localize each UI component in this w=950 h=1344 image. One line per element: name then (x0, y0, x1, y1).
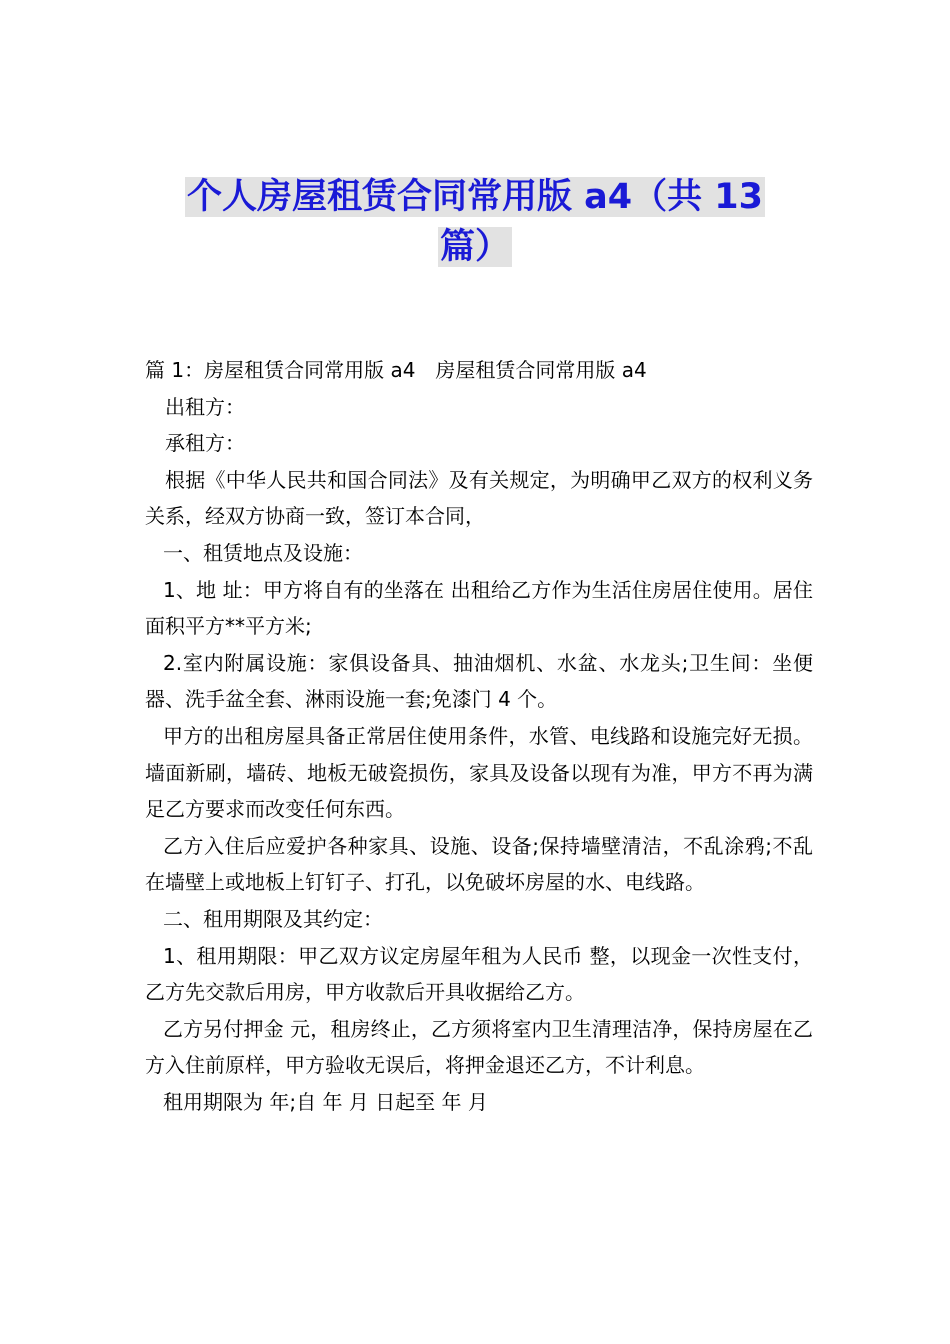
title-line-1: 个人房屋租赁合同常用版 a4（共 13 (186, 177, 764, 217)
section-heading-1: 一、租赁地点及设施： (163, 540, 363, 565)
clause-deposit: 乙方另付押金 元，租房终止，乙方须将室内卫生清理洁净，保持房屋在乙方入住前原样，甲方验收无误后，将押金退还乙方，不计利息。 (145, 1016, 813, 1078)
clause-address: 1、地 址：甲方将自有的坐落在 出租给乙方作为生活住房居住使用。居住面积平方**平方米; (145, 577, 813, 639)
document-body (145, 352, 813, 1120)
lessee-line: 承租方： (165, 431, 245, 456)
section-heading-2: 二、租用期限及其约定： (163, 906, 383, 931)
document-title (150, 172, 800, 272)
preamble-paragraph: 根据《中华人民共和国合同法》及有关规定，为明确甲乙双方的权利义务关系，经双方协商一致，签订本合同， (145, 467, 813, 529)
lessor-line: 出租方： (165, 394, 245, 419)
clause-period: 租用期限为 年;自 年 月 日起至 年 月 (163, 1089, 488, 1114)
clause-facilities: 2.室内附属设施：家俱设备具、抽油烟机、水盆、水龙头;卫生间：坐便器、洗手盆全套、淋雨设施一套;免漆门 4 个。 (145, 650, 813, 712)
section-heading-part1: 篇 1：房屋租赁合同常用版 a4 房屋租赁合同常用版 a4 (145, 358, 647, 382)
clause-care: 乙方入住后应爱护各种家具、设施、设备;保持墙壁清洁，不乱涂鸦;不乱在墙壁上或地板上钉钉子、打孔，以免破坏房屋的水、电线路。 (145, 833, 813, 895)
clause-condition: 甲方的出租房屋具备正常居住使用条件，水管、电线路和设施完好无损。墙面新刷，墙砖、地板无破瓷损伤，家具及设备以现有为准，甲方不再为满足乙方要求而改变任何东西。 (145, 723, 813, 822)
title-line-2: 篇） (439, 227, 510, 267)
clause-term: 1、租用期限：甲乙双方议定房屋年租为人民币 整，以现金一次性支付，乙方先交款后用房，甲方收款后开具收据给乙方。 (145, 943, 813, 1005)
